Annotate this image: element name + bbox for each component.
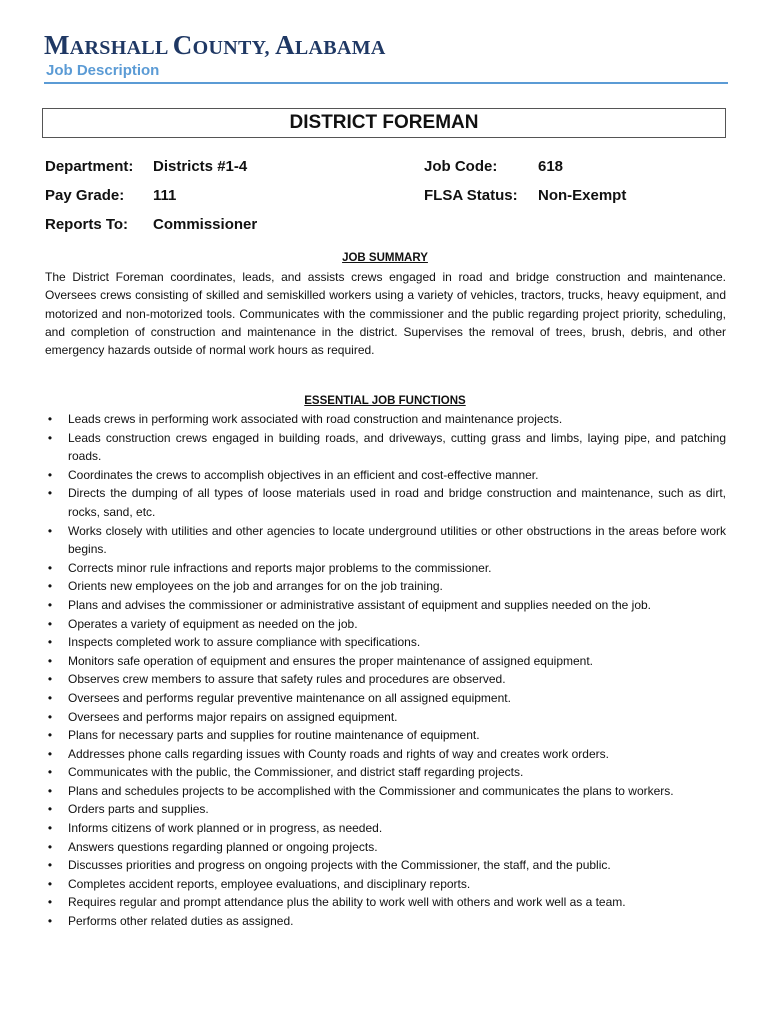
essential-functions-list	[45, 410, 726, 931]
function-text: Addresses phone calls regarding issues with County roads and rights of way and creates work orders.	[68, 746, 609, 761]
function-text: Requires regular and prompt attendance plus the ability to work well with others and work well as a team.	[68, 895, 626, 910]
function-text: Inspects completed work to assure compliance with specifications.	[68, 635, 421, 650]
function-list-item	[45, 893, 726, 912]
job-code-value: 618	[538, 158, 564, 175]
bullet-icon: •	[47, 486, 53, 501]
pay-grade-label: Pay Grade:	[45, 187, 125, 204]
function-list-item	[45, 875, 726, 894]
function-list-item	[45, 466, 726, 485]
bullet-icon: •	[47, 430, 53, 445]
bullet-icon: •	[47, 895, 53, 910]
bullet-icon: •	[47, 560, 53, 575]
bullet-icon: •	[47, 914, 53, 929]
bullet-icon: •	[47, 672, 53, 687]
bullet-icon: •	[47, 858, 53, 873]
department-label: Department:	[45, 158, 134, 175]
function-list-item	[45, 652, 726, 671]
function-list-item	[45, 708, 726, 727]
bullet-icon: •	[47, 765, 53, 780]
pay-grade-value: 111	[153, 187, 177, 204]
bullet-icon: •	[47, 412, 53, 426]
function-list-item	[45, 819, 726, 838]
function-text: Communicates with the public, the Commissioner, and district staff regarding projects.	[68, 765, 524, 780]
bullet-icon: •	[47, 746, 53, 761]
function-text: Orients new employees on the job and arranges for on the job training.	[68, 579, 443, 594]
function-text: Oversees and performs major repairs on assigned equipment.	[68, 709, 398, 724]
function-text: Corrects minor rule infractions and reports major problems to the commissioner.	[68, 560, 492, 575]
function-text: Performs other related duties as assigned.	[68, 914, 294, 929]
job-summary-text: The District Foreman coordinates, leads, and assists crews engaged in road and bridge construction and maintenance. Oversees crews consisting of skilled and semiskilled workers using a variety of vehicles, tractors, trucks, heavy equipment, and motorized and non-motorized tools. Communicates with the commissioner and the public regarding project priority, scheduling, and completion of construction and maintenance in the district. Supervises the removal of trees, brush, debris, and other emergency hazards outside of normal work hours as required.	[45, 270, 726, 358]
function-text: Plans for necessary parts and supplies for routine maintenance of equipment.	[68, 728, 480, 743]
function-list-item	[45, 726, 726, 745]
county-word-ounty: OUNTY,	[192, 37, 276, 59]
function-list-item	[45, 522, 726, 559]
function-text: Coordinates the crews to accomplish objectives in an efficient and cost-effective manner.	[68, 467, 539, 482]
flsa-status-label: FLSA Status:	[424, 187, 518, 204]
reports-to-value: Commissioner	[153, 216, 258, 233]
county-word-arshall: ARSHALL	[69, 37, 173, 59]
county-letter-m: M	[44, 30, 70, 60]
function-list-item	[45, 633, 726, 652]
bullet-icon: •	[47, 579, 53, 594]
function-text: Answers questions regarding planned or ongoing projects.	[68, 839, 378, 854]
function-list-item	[45, 912, 726, 931]
bullet-icon: •	[47, 690, 53, 705]
bullet-icon: •	[47, 653, 53, 668]
function-list-item	[45, 596, 726, 615]
document-subtitle: Job Description	[46, 62, 160, 79]
reports-to-label: Reports To:	[45, 216, 129, 233]
bullet-icon: •	[47, 783, 53, 798]
function-list-item	[45, 410, 726, 429]
function-list-item	[45, 763, 726, 782]
function-text: Completes accident reports, employee evaluations, and disciplinary reports.	[68, 876, 471, 891]
county-word-labama: LABAMA	[294, 37, 386, 59]
county-letter-a: A	[275, 30, 295, 60]
function-list-item	[45, 800, 726, 819]
department-value: Districts #1-4	[153, 158, 248, 175]
function-text: Operates a variety of equipment as needed on the job.	[68, 616, 358, 631]
function-text: Oversees and performs regular preventive maintenance on all assigned equipment.	[68, 690, 511, 705]
function-text: Leads construction crews engaged in building roads, and driveways, cutting grass and limbs, laying pipe, and patching roads.	[68, 430, 726, 464]
bullet-icon: •	[47, 821, 53, 836]
county-letter-c: C	[172, 30, 193, 60]
function-list-item	[45, 484, 726, 521]
function-list-item	[45, 689, 726, 708]
bullet-icon: •	[47, 839, 53, 854]
county-heading	[44, 30, 386, 61]
function-text: Informs citizens of work planned or in progress, as needed.	[68, 821, 383, 836]
function-text: Directs the dumping of all types of loose materials used in road and bridge construction and maintenance, such as dirt, rocks, sand, etc.	[68, 486, 726, 519]
function-text: Orders parts and supplies.	[68, 802, 209, 817]
function-text: Plans and schedules projects to be accomplished with the Commissioner and communicates the plans to workers.	[68, 783, 674, 798]
bullet-icon: •	[47, 597, 53, 612]
function-list-item	[45, 670, 726, 689]
flsa-status-value: Non-Exempt	[538, 187, 627, 204]
function-list-item	[45, 615, 726, 634]
job-title-box	[42, 108, 726, 138]
bullet-icon: •	[47, 616, 53, 631]
job-code-label: Job Code:	[424, 158, 498, 175]
function-text: Observes crew members to assure that safety rules and procedures are observed.	[68, 672, 506, 687]
function-text: Leads crews in performing work associated with road construction and maintenance projects.	[68, 412, 563, 426]
function-list-item	[45, 838, 726, 857]
function-list-item	[45, 577, 726, 596]
bullet-icon: •	[47, 709, 53, 724]
function-text: Plans and advises the commissioner or administrative assistant of equipment and supplies needed on the job.	[68, 597, 652, 612]
function-text: Works closely with utilities and other agencies to locate underground utilities or other obstructions in the areas before work begins.	[68, 523, 726, 557]
essential-functions-heading: ESSENTIAL JOB FUNCTIONS	[304, 395, 466, 407]
function-list-item	[45, 745, 726, 764]
function-list-item	[45, 429, 726, 466]
header-divider	[44, 82, 728, 84]
bullet-icon: •	[47, 467, 53, 482]
function-list-item	[45, 559, 726, 578]
function-text: Monitors safe operation of equipment and ensures the proper maintenance of assigned equipment.	[68, 653, 593, 668]
bullet-icon: •	[47, 728, 53, 743]
job-title: DISTRICT FOREMAN	[289, 112, 479, 133]
function-list-item	[45, 856, 726, 875]
job-summary-heading: JOB SUMMARY	[342, 252, 428, 264]
bullet-icon: •	[47, 876, 53, 891]
function-text: Discusses priorities and progress on ongoing projects with the Commissioner, the staff, and the public.	[68, 858, 611, 873]
bullet-icon: •	[47, 802, 53, 817]
function-list-item	[45, 782, 726, 801]
bullet-icon: •	[47, 635, 53, 650]
bullet-icon: •	[47, 523, 53, 538]
